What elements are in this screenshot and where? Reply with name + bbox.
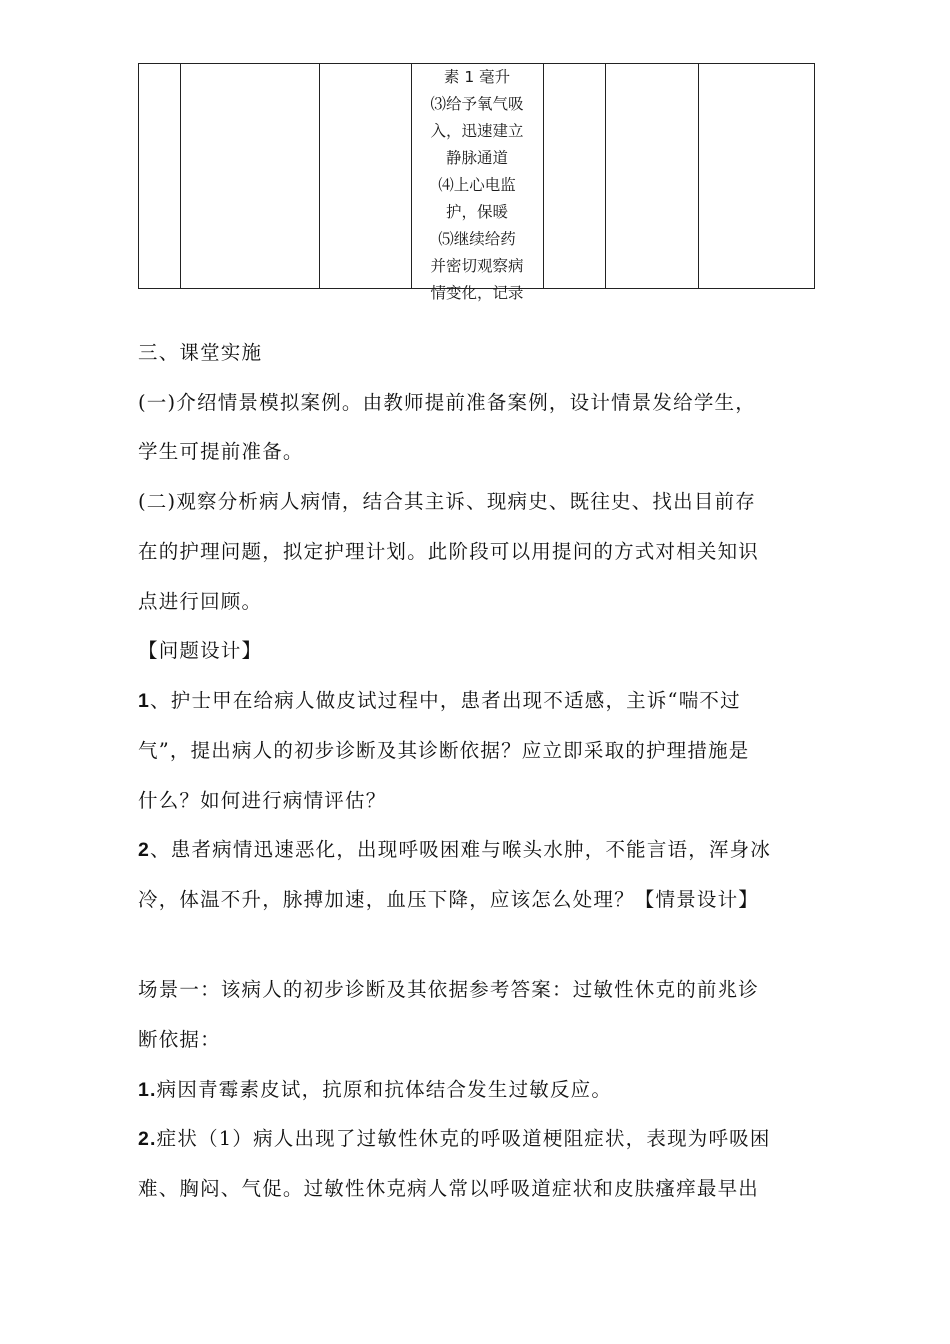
question-number: 1 — [138, 690, 151, 712]
question-1-line: 气”，提出病人的初步诊断及其诊断依据？应立即采取的护理措施是 — [138, 739, 750, 762]
table-column-divider — [319, 64, 320, 288]
question-1-line: 什么？如何进行病情评估？ — [138, 789, 387, 812]
item-number: 1. — [138, 1079, 157, 1101]
section-heading: 三、课堂实施 — [138, 341, 263, 364]
question-1-line — [138, 686, 828, 716]
basis-item-1 — [138, 1075, 828, 1105]
table-column-divider — [605, 64, 606, 288]
intro-paragraph-line: (一)介绍情景模拟案例。由教师提前准备案例，设计情景发给学生， — [138, 391, 756, 414]
cell-line: 素 1 毫升 — [443, 68, 511, 86]
question-text: 、护士甲在给病人做皮试过程中，患者出现不适感，主诉“喘不过 — [150, 689, 741, 712]
question-2-line — [138, 835, 828, 865]
table-column-divider — [180, 64, 181, 288]
cell-line: ⑷上心电监 — [438, 176, 516, 194]
scene-one-line: 场景一：该病人的初步诊断及其依据参考答案：过敏性休克的前兆诊 — [138, 978, 760, 1001]
cell-line: ⑶给予氧气吸 — [430, 95, 524, 113]
observation-paragraph-line: (二)观察分析病人病情，结合其主诉、现病史、既往史、找出目前存 — [138, 490, 756, 513]
cell-line: 情变化，记录 — [430, 284, 524, 302]
question-2-line: 冷，体温不升，脉搏加速，血压下降，应该怎么处理？【情景设计】 — [138, 888, 760, 911]
item-text: 症状（1）病人出现了过敏性休克的呼吸道梗阻症状，表现为呼吸困 — [156, 1127, 771, 1150]
observation-paragraph-line: 点进行回顾。 — [138, 590, 263, 613]
table-column-divider — [543, 64, 544, 288]
cell-line: 护，保暖 — [445, 203, 508, 221]
nursing-measures-cell — [412, 64, 542, 302]
table-column-divider — [698, 64, 699, 288]
basis-item-2-continued: 难、胸闷、气促。过敏性休克病人常以呼吸道症状和皮肤瘙痒最早出 — [138, 1177, 760, 1200]
cell-line: 入，迅速建立 — [430, 122, 524, 140]
nursing-table-fragment — [138, 63, 815, 302]
problem-design-heading: 【问题设计】 — [138, 639, 263, 662]
scene-one-line: 断依据： — [138, 1028, 221, 1051]
item-number: 2. — [138, 1128, 157, 1150]
question-text: 、患者病情迅速恶化，出现呼吸困难与喉头水肿，不能言语，浑身冰 — [150, 838, 772, 861]
basis-item-2 — [138, 1124, 828, 1154]
question-number: 2 — [138, 839, 151, 861]
intro-paragraph-line: 学生可提前准备。 — [138, 440, 304, 463]
cell-line: ⑸继续给药 — [438, 230, 516, 248]
item-text: 病因青霉素皮试，抗原和抗体结合发生过敏反应。 — [156, 1078, 613, 1101]
cell-line: 并密切观察病 — [430, 257, 524, 275]
cell-line: 静脉通道 — [445, 149, 508, 167]
observation-paragraph-line: 在的护理问题，拟定护理计划。此阶段可以用提问的方式对相关知识 — [138, 540, 760, 563]
